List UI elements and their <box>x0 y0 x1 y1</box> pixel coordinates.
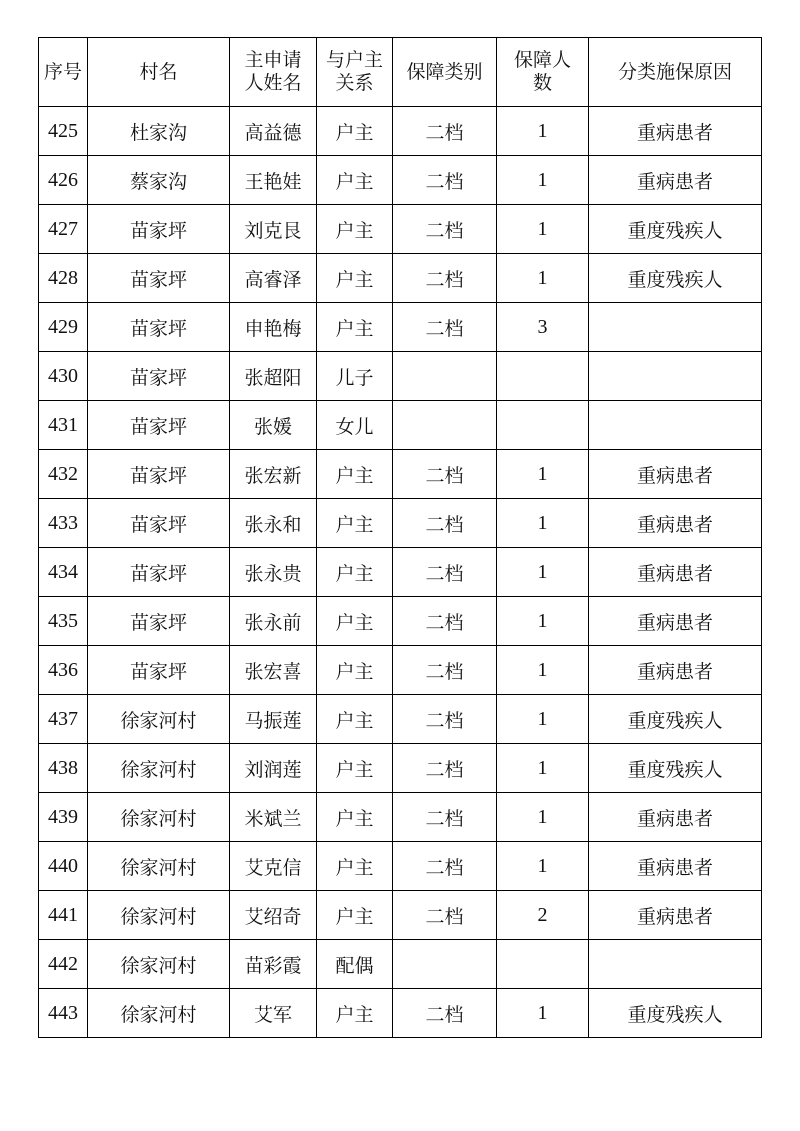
cell-relationship: 儿子 <box>317 352 393 401</box>
cell-village: 徐家河村 <box>88 940 230 989</box>
table-row <box>39 352 762 401</box>
cell-person-count: 1 <box>497 842 589 891</box>
cell-person-count <box>497 940 589 989</box>
table-row <box>39 499 762 548</box>
cell-reason: 重病患者 <box>589 156 762 205</box>
cell-village: 苗家坪 <box>88 597 230 646</box>
header-relationship-text: 与户主 关系 <box>325 49 383 94</box>
cell-category: 二档 <box>393 156 497 205</box>
table-row <box>39 744 762 793</box>
cell-category: 二档 <box>393 744 497 793</box>
cell-reason <box>589 303 762 352</box>
cell-category: 二档 <box>393 597 497 646</box>
cell-relationship: 户主 <box>317 842 393 891</box>
cell-serial-no: 430 <box>39 352 88 401</box>
cell-serial-no: 443 <box>39 989 88 1038</box>
header-category: 保障类别 <box>393 38 497 107</box>
cell-relationship: 户主 <box>317 499 393 548</box>
cell-person-count <box>497 401 589 450</box>
table-row <box>39 891 762 940</box>
cell-applicant-name: 张超阳 <box>230 352 317 401</box>
cell-serial-no: 428 <box>39 254 88 303</box>
cell-applicant-name: 马振莲 <box>230 695 317 744</box>
cell-village: 苗家坪 <box>88 450 230 499</box>
cell-serial-no: 441 <box>39 891 88 940</box>
cell-category <box>393 352 497 401</box>
cell-village: 徐家河村 <box>88 695 230 744</box>
cell-relationship: 户主 <box>317 254 393 303</box>
cell-applicant-name: 张永前 <box>230 597 317 646</box>
table-row <box>39 695 762 744</box>
cell-category: 二档 <box>393 107 497 156</box>
cell-person-count: 1 <box>497 695 589 744</box>
cell-relationship: 户主 <box>317 793 393 842</box>
table-body <box>39 107 762 1038</box>
cell-applicant-name: 张宏新 <box>230 450 317 499</box>
cell-serial-no: 437 <box>39 695 88 744</box>
table-row <box>39 401 762 450</box>
cell-serial-no: 438 <box>39 744 88 793</box>
roster-table <box>38 37 762 1038</box>
cell-reason: 重度残疾人 <box>589 989 762 1038</box>
table-row <box>39 205 762 254</box>
cell-serial-no: 442 <box>39 940 88 989</box>
cell-relationship: 户主 <box>317 597 393 646</box>
cell-category: 二档 <box>393 548 497 597</box>
cell-category: 二档 <box>393 891 497 940</box>
table-row <box>39 940 762 989</box>
cell-reason: 重度残疾人 <box>589 744 762 793</box>
cell-village: 苗家坪 <box>88 205 230 254</box>
table-row <box>39 107 762 156</box>
cell-applicant-name: 艾克信 <box>230 842 317 891</box>
cell-category: 二档 <box>393 499 497 548</box>
cell-village: 苗家坪 <box>88 401 230 450</box>
cell-relationship: 户主 <box>317 891 393 940</box>
cell-village: 苗家坪 <box>88 303 230 352</box>
cell-person-count: 1 <box>497 450 589 499</box>
cell-village: 苗家坪 <box>88 548 230 597</box>
cell-relationship: 女儿 <box>317 401 393 450</box>
cell-reason: 重度残疾人 <box>589 254 762 303</box>
cell-reason: 重病患者 <box>589 891 762 940</box>
cell-applicant-name: 张永和 <box>230 499 317 548</box>
cell-category: 二档 <box>393 989 497 1038</box>
cell-category <box>393 401 497 450</box>
cell-category <box>393 940 497 989</box>
cell-village: 苗家坪 <box>88 254 230 303</box>
table-row <box>39 793 762 842</box>
cell-relationship: 户主 <box>317 450 393 499</box>
cell-serial-no: 427 <box>39 205 88 254</box>
cell-reason: 重病患者 <box>589 793 762 842</box>
table-row <box>39 548 762 597</box>
cell-category: 二档 <box>393 695 497 744</box>
cell-person-count <box>497 352 589 401</box>
cell-applicant-name: 艾军 <box>230 989 317 1038</box>
cell-category: 二档 <box>393 793 497 842</box>
header-applicant-name <box>230 38 317 107</box>
cell-village: 苗家坪 <box>88 499 230 548</box>
cell-village: 杜家沟 <box>88 107 230 156</box>
table-row <box>39 303 762 352</box>
cell-relationship: 户主 <box>317 695 393 744</box>
cell-reason: 重病患者 <box>589 548 762 597</box>
cell-person-count: 1 <box>497 499 589 548</box>
cell-reason: 重病患者 <box>589 450 762 499</box>
cell-applicant-name: 王艳娃 <box>230 156 317 205</box>
cell-person-count: 1 <box>497 254 589 303</box>
cell-village: 徐家河村 <box>88 989 230 1038</box>
cell-serial-no: 432 <box>39 450 88 499</box>
cell-person-count: 2 <box>497 891 589 940</box>
cell-relationship: 户主 <box>317 548 393 597</box>
cell-applicant-name: 高益德 <box>230 107 317 156</box>
cell-village: 苗家坪 <box>88 646 230 695</box>
cell-category: 二档 <box>393 254 497 303</box>
cell-person-count: 1 <box>497 793 589 842</box>
header-person-count-text: 保障人 数 <box>513 49 571 94</box>
table-row <box>39 254 762 303</box>
cell-person-count: 1 <box>497 989 589 1038</box>
cell-serial-no: 426 <box>39 156 88 205</box>
cell-reason <box>589 352 762 401</box>
table-row <box>39 842 762 891</box>
cell-relationship: 户主 <box>317 744 393 793</box>
cell-reason: 重度残疾人 <box>589 695 762 744</box>
table-row <box>39 597 762 646</box>
header-row <box>39 38 762 107</box>
cell-applicant-name: 艾绍奇 <box>230 891 317 940</box>
cell-person-count: 1 <box>497 205 589 254</box>
header-applicant-name-text: 主申请 人姓名 <box>244 49 302 94</box>
header-relationship <box>317 38 393 107</box>
cell-relationship: 户主 <box>317 989 393 1038</box>
cell-serial-no: 440 <box>39 842 88 891</box>
cell-category: 二档 <box>393 646 497 695</box>
cell-applicant-name: 张宏喜 <box>230 646 317 695</box>
table-row <box>39 450 762 499</box>
cell-relationship: 户主 <box>317 205 393 254</box>
cell-village: 徐家河村 <box>88 793 230 842</box>
cell-serial-no: 434 <box>39 548 88 597</box>
cell-reason: 重病患者 <box>589 646 762 695</box>
cell-serial-no: 435 <box>39 597 88 646</box>
cell-reason <box>589 401 762 450</box>
cell-relationship: 户主 <box>317 646 393 695</box>
cell-category: 二档 <box>393 303 497 352</box>
cell-relationship: 配偶 <box>317 940 393 989</box>
header-person-count <box>497 38 589 107</box>
cell-serial-no: 436 <box>39 646 88 695</box>
header-reason: 分类施保原因 <box>589 38 762 107</box>
table-row <box>39 646 762 695</box>
cell-reason: 重病患者 <box>589 842 762 891</box>
header-serial-no: 序号 <box>39 38 88 107</box>
cell-applicant-name: 刘克艮 <box>230 205 317 254</box>
cell-applicant-name: 苗彩霞 <box>230 940 317 989</box>
cell-village: 徐家河村 <box>88 842 230 891</box>
cell-applicant-name: 高睿泽 <box>230 254 317 303</box>
table-row <box>39 989 762 1038</box>
cell-category: 二档 <box>393 450 497 499</box>
cell-relationship: 户主 <box>317 156 393 205</box>
cell-serial-no: 439 <box>39 793 88 842</box>
cell-person-count: 1 <box>497 548 589 597</box>
cell-person-count: 1 <box>497 646 589 695</box>
header-village: 村名 <box>88 38 230 107</box>
cell-reason: 重病患者 <box>589 499 762 548</box>
cell-person-count: 3 <box>497 303 589 352</box>
table-header <box>39 38 762 107</box>
cell-reason <box>589 940 762 989</box>
cell-applicant-name: 刘润莲 <box>230 744 317 793</box>
cell-village: 徐家河村 <box>88 744 230 793</box>
cell-village: 苗家坪 <box>88 352 230 401</box>
cell-village: 徐家河村 <box>88 891 230 940</box>
cell-applicant-name: 张媛 <box>230 401 317 450</box>
cell-reason: 重病患者 <box>589 597 762 646</box>
cell-category: 二档 <box>393 842 497 891</box>
table-row <box>39 156 762 205</box>
cell-applicant-name: 申艳梅 <box>230 303 317 352</box>
cell-serial-no: 425 <box>39 107 88 156</box>
cell-village: 蔡家沟 <box>88 156 230 205</box>
cell-person-count: 1 <box>497 597 589 646</box>
cell-applicant-name: 张永贵 <box>230 548 317 597</box>
cell-serial-no: 431 <box>39 401 88 450</box>
cell-relationship: 户主 <box>317 303 393 352</box>
cell-category: 二档 <box>393 205 497 254</box>
cell-applicant-name: 米斌兰 <box>230 793 317 842</box>
cell-reason: 重病患者 <box>589 107 762 156</box>
cell-person-count: 1 <box>497 156 589 205</box>
cell-reason: 重度残疾人 <box>589 205 762 254</box>
cell-person-count: 1 <box>497 744 589 793</box>
cell-serial-no: 429 <box>39 303 88 352</box>
cell-person-count: 1 <box>497 107 589 156</box>
cell-serial-no: 433 <box>39 499 88 548</box>
cell-relationship: 户主 <box>317 107 393 156</box>
